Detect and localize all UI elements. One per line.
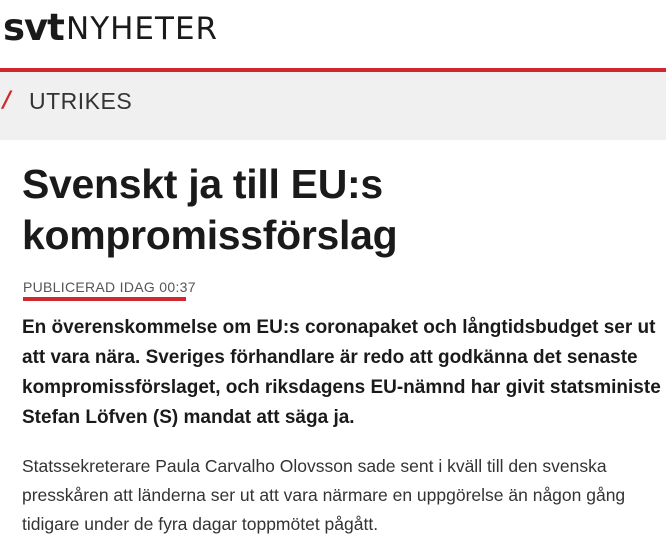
lead-line: En överenskommelse om EU:s coronapaket och långtidsbudget ser ut <box>22 317 656 338</box>
article-headline <box>22 159 662 261</box>
published-underline <box>23 297 186 301</box>
headline-line: kompromissförslag <box>22 212 398 258</box>
article-body <box>22 452 662 539</box>
article-lead <box>22 313 666 433</box>
body-line: presskåren att länderna ser ut att vara närmare en uppgörelse än någon gång <box>22 485 626 505</box>
svt-logo[interactable]: svt <box>3 6 64 49</box>
body-line: tidigare under de fyra dagar toppmötet pågått. <box>22 514 379 534</box>
body-line: Statssekreterare Paula Carvalho Olovsson sade sent i kväll till den svenska <box>22 456 607 476</box>
headline-line: Svenskt ja till EU:s <box>22 161 383 207</box>
section-slash-icon: / <box>3 88 12 113</box>
lead-line: Stefan Löfven (S) mandat att säga ja. <box>22 407 355 428</box>
section-bar <box>0 72 666 140</box>
site-header <box>0 0 666 62</box>
nyheter-link[interactable]: NYHETER <box>66 11 219 47</box>
section-link-utrikes[interactable]: UTRIKES <box>29 88 133 114</box>
published-timestamp: PUBLICERAD IDAG 00:37 <box>23 279 196 295</box>
lead-line: att vara nära. Sveriges förhandlare är redo att godkänna det senaste <box>22 347 638 368</box>
lead-line: kompromissförslaget, och riksdagens EU-nämnd har givit statsministe <box>22 377 661 398</box>
